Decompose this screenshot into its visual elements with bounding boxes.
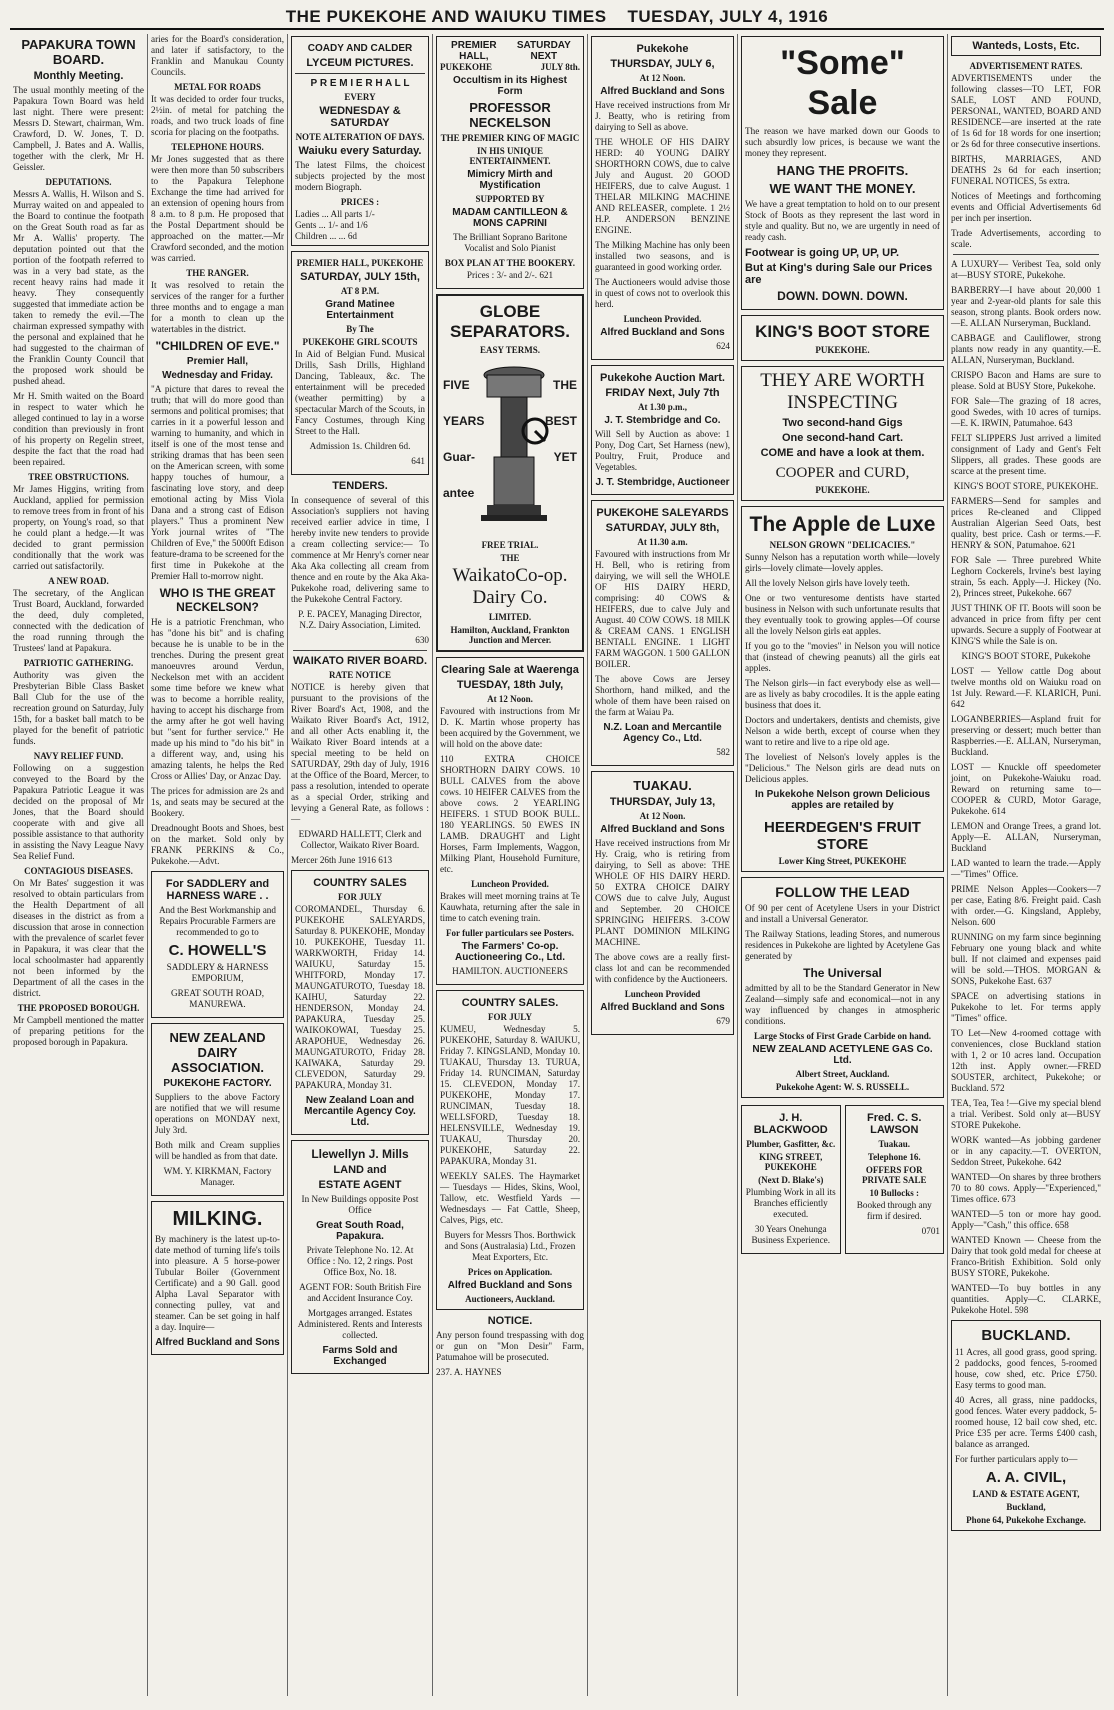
ad-llewellyn-mills xyxy=(291,1140,429,1374)
ad-some-sale xyxy=(741,36,944,310)
ad-subheading: PUKEKOHE FACTORY. xyxy=(163,1078,272,1089)
classified-ad: RUNNING on my farm since beginning February one young black and white bull. If not claimed and expenses paid will be sold.—THOS. MORGAN & SONS, Pukekohe East. 637 xyxy=(951,932,1101,986)
classified-ad: KING'S BOOT STORE, Pukekohe xyxy=(961,651,1091,661)
ad-heading: COADY AND CALDER xyxy=(307,43,413,54)
ad-tagline: Occultism in its Highest Form xyxy=(453,75,567,97)
ad-time: AT 8 P.M. xyxy=(340,286,380,296)
ad-text: Two second-hand Gigs xyxy=(782,417,903,429)
ad-text: The above cows are a really first-class lot and can be recommended with confidence by the Auctioneers. xyxy=(595,952,730,984)
ad-text: HAMILTON. AUCTIONEERS xyxy=(452,966,568,976)
ad-heading: LYCEUM PICTURES. xyxy=(306,57,414,69)
ad-time: At 12 Noon. xyxy=(639,811,686,821)
ad-text: In New Buildings opposite Post Office xyxy=(301,1194,419,1215)
ad-text: Auctioneers, Auckland. xyxy=(465,1294,555,1304)
headline-children-of-eve: "CHILDREN OF EVE." xyxy=(155,339,280,353)
ad-store-name: KING'S BOOT STORE xyxy=(755,322,930,341)
article-paragraph: The usual monthly meeting of the Papakura Town Board was held last night. There were present: Messrs D. Stewart, chairman, Wm. Crawford, D. W. Jones, T. D. Campbell, J. Bates and A. Wallis, together with the clerk, Mr H. Geissler. xyxy=(13,85,144,172)
classified-ad: FARMERS—Send for samples and prices Re-cleaned and Clipped Australian Algerian Seed Oats, best quality, best price. Cash or terms.—F. HENRY & SON, Patumahoe. 621 xyxy=(951,496,1101,550)
ad-heading: Pukekohe Auction Mart. xyxy=(600,372,725,384)
ad-town: Buckland, xyxy=(1006,1502,1046,1512)
ad-address: Hamilton, Auckland, Frankton Junction and Mercer. xyxy=(450,625,570,645)
ad-prices: Prices : 3/- and 2/-. 621 xyxy=(466,270,554,280)
ad-heading: "Some" Sale xyxy=(780,44,905,122)
ad-name: Fred. C. S. LAWSON xyxy=(867,1112,922,1136)
ad-date: FRIDAY Next, July 7th xyxy=(605,387,720,399)
ad-text: Will Sell by Auction as above: 1 Pony, Dog Cart, Set Harness (new), Poultry, Fruit, Produce and Vegetables. xyxy=(595,429,730,472)
ad-agent-name: A. A. CIVIL, xyxy=(985,1469,1067,1486)
ad-tagline: Mimicry Mirth and Mystification xyxy=(467,169,553,191)
ad-heading: Clearing Sale at Waerenga xyxy=(441,664,579,676)
ad-text: THE WHOLE OF HIS DAIRY HERD: 40 YOUNG DAIRY SHORTHORN COWS, due to calve July and August. 20 GOOD HEIFERS, due to calve August. 1 THELAR MILKING MACHINE AND RELEASER, complete. 1 2½ H.P. ANDERSON BENZINE ENGINE. xyxy=(595,137,730,235)
ad-text: Of 90 per cent of Acetylene Users in your District and install a Universal Generator. xyxy=(745,903,940,924)
article-paragraph: Following on a suggestion conveyed to the Board by the Papakura Patriotic League it was decided on the proposal of Mr Jones, that the Board should cooperate with and give all possible assistance to that authority in assisting the Navy League Navy Sea Relief Fund. xyxy=(13,763,144,861)
ad-slogan: WE WANT THE MONEY. xyxy=(769,181,916,196)
section-heading: METAL FOR ROADS xyxy=(174,82,261,92)
ad-text: The above Cows are Jersey Shorthorn, hand milked, and the whole of them have been raised on the farm at Waiau Pa. xyxy=(595,674,730,717)
ad-text: admitted by all to be the Standard Generator in New Zealand—simply safe and economical—not in any way influenced by changes in atmospheric conditions. xyxy=(745,983,940,1026)
ad-heading: COUNTRY SALES xyxy=(313,877,407,889)
ad-text: WEEKLY SALES. The Haymarket — Tuesdays — Hides, Skins, Wool, Tallow, etc. Westfield Yards — Wednesdays — Fat Cattle, Sheep, Calves, Pigs, etc. xyxy=(440,1171,580,1225)
section-heading: THE RANGER. xyxy=(186,268,249,278)
article-paragraph: Mr Campbell mentioned the matter of preparing petitions for the proposed borough in Papakura. xyxy=(13,1015,144,1047)
ad-text: But at King's during Sale our Prices are xyxy=(745,262,933,286)
ad-kings-boot-store xyxy=(741,315,944,361)
ad-product: The Universal xyxy=(803,966,882,980)
ad-girl-scouts-matinee xyxy=(291,251,429,475)
ad-text: antee xyxy=(443,486,475,500)
section-heading: NAVY RELIEF FUND. xyxy=(33,751,124,761)
ad-text: YEARS xyxy=(443,414,485,428)
ad-text: KUMEU, Wednesday 5. PUKEKOHE, Saturday 8. WAIUKU, Friday 7. KINGSLAND, Monday 10. TUAKAU, Thursday 13. TURUA, Friday 14. RUNCIMAN, Saturday 15. CLEVEDON, Monday 17. PUKEKOHE, Monday 17. RUNCIMAN, Tuesday 18. WELLSFORD, Tuesday 18. HELENSVILLE, Wednesday 19. TUAKAU, Thursday 20. PUKEKOHE, Saturday 22. PAPAKURA, Monday 31. xyxy=(440,1024,580,1166)
article-paragraph: "A picture that dares to reveal the truth; that will do more good than sermons and political promises; that carries in it a powerful lesson and warning to humanity, and which in itself is one of the most tense and striking dramas that has been seen on the American screen, with some happy touches of humour, a fascinating love story, and deep emotional acting by Miss Viola Dana and a strong cast of Edison players." Thus a prominent New York journal writes of "The Children of Eve," the 5000ft Edison feature-drama to be screened for the first time in Pukekohe at the Premier Hall to-morrow night. xyxy=(151,384,284,581)
ad-heading: P R E M I E R H A L L xyxy=(310,78,410,89)
headline-papakura-town-board: PAPAKURA TOWN BOARD. xyxy=(21,37,136,67)
section-heading: TELEPHONE HOURS. xyxy=(171,142,264,152)
ad-subheading: NELSON GROWN "DELICACIES." xyxy=(769,540,916,550)
article-paragraph: On Mr Bates' suggestion it was resolved to obtain particulars from the Health Department of all diseases in the district as from a discussion that arose in connection with the prevalence of scarlet fever in Papakura, it was clear that the local schoolmaster had apparently not been informed by the Department of all the cases in the district. xyxy=(13,878,144,998)
ad-address: Great South Road, Papakura. xyxy=(316,1220,404,1242)
ad-heading: Grand Matinee Entertainment xyxy=(325,299,395,321)
headline-waikato-river-board: WAIKATO RIVER BOARD. xyxy=(292,655,428,667)
ad-follow-the-lead xyxy=(741,877,944,1098)
section-heading: A NEW ROAD. xyxy=(48,576,109,586)
ad-milking xyxy=(151,1201,284,1355)
ad-signature: N.Z. Loan and Mercantile Agency Co., Ltd. xyxy=(603,722,722,744)
ad-text: If you go to the "movies" in Nelson you will notice that (instead of chewing peanuts) all the girls eat apples. xyxy=(745,641,940,673)
ad-company-name: COOPER and CURD, xyxy=(775,465,910,481)
classified-ad: WORK wanted—As jobbing gardener or in any capacity.—T. OVERTON, Seddon Street, Pukekohe. 642 xyxy=(951,1135,1101,1167)
ad-address: Albert Street, Auckland. xyxy=(795,1069,890,1079)
ad-text: OFFERS FOR PRIVATE SALE xyxy=(862,1165,927,1185)
ad-signature: Alfred Buckland and Sons xyxy=(155,1337,280,1348)
column-large-ads xyxy=(738,34,948,1696)
ad-time: At 12 Noon. xyxy=(639,73,686,83)
classified-ad: TEA, Tea, Tea !—Give my special blend a trial. Veribest. Sold only at—BUSY STORE Pukekohe. xyxy=(951,1098,1101,1130)
ad-date: SATURDAY NEXT xyxy=(516,40,571,62)
column-papakura-town-board xyxy=(10,34,148,1696)
ad-phone: Telephone 16. xyxy=(867,1152,921,1162)
classified-ad: TO Let—New 4-roomed cottage with conveniences, close Buckland station with 1, 2 or 10 acres land. Occupation 12th inst. Apply owner.—FRED SOUSTER, architect, Pukekohe; or Buckland. 572 xyxy=(951,1028,1101,1093)
ad-time: At 12 Noon. xyxy=(487,694,533,704)
ad-town: Tuakau. xyxy=(878,1139,910,1149)
article-paragraph: aries for the Board's consideration, and later if satisfactory, to the Franklin and Manukau County Councils. xyxy=(151,34,284,77)
ad-text: The reason we have marked down our Goods to such absurdly low prices, is because we want the money they represent. xyxy=(745,126,940,158)
headline-tenders: TENDERS. xyxy=(332,480,388,492)
ad-buckland-land xyxy=(951,1320,1101,1531)
ad-text: 30 Years Onehunga Business Experience. xyxy=(751,1224,831,1245)
ad-heading: THEY ARE WORTH INSPECTING xyxy=(760,370,925,413)
ad-phone: Phone 64, Pukekohe Exchange. xyxy=(966,1515,1086,1525)
price-line: Gents ... 1/- and 1/6 xyxy=(295,220,368,230)
ad-text: By machinery is the latest up-to-date method of turning life's toils into pleasure. A 5 horse-power Tubular Boiler (Government Certificate) and a 90 Gall. good Alpha Laval Separator with connecting pulley, vat and steamer. Can be set going in half a day. Inquire— xyxy=(155,1234,280,1332)
ad-country-sales-buckland xyxy=(436,990,584,1310)
classified-text: ADVERTISEMENTS under the following classes—TO LET, FOR SALE, LOST AND FOUND, PERSONAL, WANTED, BOARD AND RESIDENCE—are inserted at the rate of 1s 6d for 18 words for one insertion; or 2s 6d for three consecutive insertions. xyxy=(951,73,1101,149)
ad-text: AGENT FOR: South British Fire and Accident Insurance Coy. xyxy=(299,1282,421,1303)
ad-text: BOX PLAN AT THE BOOKERY. xyxy=(444,258,576,268)
ad-signature: Alfred Buckland and Sons xyxy=(447,1280,573,1291)
ad-heading: The Apple de Luxe xyxy=(749,513,936,536)
ad-text: 11 Acres, all good grass, good spring. 2 paddocks, good fences, 5-roomed house, cow shed, etc. Price £750. Easy terms to good man. xyxy=(955,1347,1097,1390)
ad-heading: BUCKLAND. xyxy=(981,1327,1071,1344)
price-line: Ladies ... All parts 1/- xyxy=(295,209,375,219)
ad-name: J. H. BLACKWOOD xyxy=(753,1112,828,1136)
cream-separator-illustration xyxy=(479,361,549,531)
ad-store-name: HEERDEGEN'S FRUIT STORE xyxy=(764,819,921,853)
classified-ad: PRIME Nelson Apples—Cookers—7 per case, Eating 8/6. Freight paid. Cash with order.—G. Kingsland, Appleby, Nelson. 600 xyxy=(951,884,1101,927)
ad-date: SATURDAY, JULY 15th, xyxy=(300,271,420,283)
classified-ad: LOST — Yellow cattle Dog about twelve months old on Waiuku road on 1st July. Reward.—F. KLARICH, Puni. 642 xyxy=(951,666,1101,709)
ad-address: GREAT SOUTH ROAD, MANUREWA. xyxy=(171,988,264,1009)
ad-nz-dairy-association xyxy=(151,1023,284,1196)
ad-text: One second-hand Cart. xyxy=(781,432,904,444)
ad-text: The Nelson girls—in fact everybody else as well—are as lively as baby crocodiles. It is the apple eating business that does it. xyxy=(745,678,940,710)
section-heading: THE PROPOSED BOROUGH. xyxy=(17,1003,140,1013)
classified-ad: WANTED—5 ton or more hay good. Apply—"Cash," this office. 658 xyxy=(951,1209,1101,1230)
masthead-date: TUESDAY, JULY 4, 1916 xyxy=(627,7,829,26)
ad-text: Plumbing Work in all its Branches efficiently executed. xyxy=(745,1187,836,1219)
section-heading: CONTAGIOUS DISEASES. xyxy=(24,866,133,876)
ad-company-name: NEW ZEALAND ACETYLENE GAS Co. Ltd. xyxy=(752,1044,933,1066)
ad-signature: Alfred Buckland and Sons xyxy=(600,1002,725,1013)
article-paragraph: Mr Jones suggested that as there were then more than 50 subscribers to the Papakura Telephone Exchange the time had arrived for an extension of opening hours from 8 a.m. to 8 p.m. He proposed that the Postal Department should be approached on the matter.—Mr Crawford seconded, and the motion was carried. xyxy=(151,154,284,263)
ad-text: EVERY xyxy=(344,92,376,102)
ad-text: THE xyxy=(500,553,520,563)
masthead xyxy=(10,6,1104,30)
ad-slogan: HANG THE PROFITS. xyxy=(776,163,909,178)
classified-text: BIRTHS, MARRIAGES, AND DEATHS 2s 6d for each insertion; FUNERAL NOTICES, 5s extra. xyxy=(951,154,1101,186)
ad-town: PUKEKOHE. xyxy=(815,345,870,355)
ad-text: FIVE xyxy=(443,378,470,392)
signature: 237. A. HAYNES xyxy=(436,1367,502,1377)
article-paragraph: Authority was given the Presbyterian Bible Class Basket Ball Club for the use of the recreation ground on Saturday, July 15th, for a basket ball match to be played for the benefit of patriotic funds. xyxy=(13,670,144,746)
ad-text: COME and have a look at them. xyxy=(760,447,925,459)
ad-text: Favoured with instructions from Mr D. K. Martin whose property has been acquired by the Government, we will hold on the above date: xyxy=(440,706,580,749)
section-heading: ADVERTISEMENT RATES. xyxy=(969,61,1083,71)
ad-time: At 1.30 p.m., xyxy=(638,402,687,412)
ad-heading: WEDNESDAY & SATURDAY xyxy=(319,105,401,129)
article-paragraph: He is a patriotic Frenchman, who has "done his bit" and is chafing because he is unable to be in the trenches. During the present great manoeuvres around Verdun, Neckelson met with an accident some time before we knew what was to become a horrible reality, having to accept his discharge from the army after he got well having but "sent for further service." He made up his mind to "do his bit" in a different way, and, using his amazing talents, he helps the Red Cross or Allies' Day, or Anzac Day. xyxy=(151,617,284,781)
ad-text: LIMITED. xyxy=(488,612,532,622)
section-heading: PATRIOTIC GATHERING. xyxy=(23,658,134,668)
classified-ad: JUST THINK OF IT. Boots will soon be advanced in price from fifty per cent upwards. Secure a supply of Footwear at KING'S while the Sale is on. xyxy=(951,603,1101,646)
ad-address: (Next D. Blake's) xyxy=(758,1175,824,1185)
classified-text: Notices of Meetings and forthcoming events and Official Advertisements 6d per inch per insertion. xyxy=(951,191,1101,223)
ad-number: 630 xyxy=(415,635,429,645)
classified-ad: FOR Sale—The grazing of 18 acres, good Swedes, with 10 acres of turnips.—E. K. IRWIN, Patumahoe. 643 xyxy=(951,396,1101,428)
ad-date: JULY 8th. xyxy=(540,62,580,72)
article-paragraph: In consequence of several of this Association's suppliers not having received earlier advice in time, I hereby invite new tenders to provide a cream collecting service:— To commence at Mr Henry's corner near Aka Aka collecting all cream from thence and en route by the Aka Aka-Pukekohe road, delivering same to the Pukekohe Central Factory. xyxy=(291,495,429,604)
ad-trade: Plumber, Gasfitter, &c. xyxy=(746,1139,836,1149)
ad-time: At 11.30 a.m. xyxy=(637,537,688,547)
ad-heading: LAND and xyxy=(333,1164,387,1176)
ad-tuakau-sale xyxy=(591,771,734,1035)
subhead-rate-notice: RATE NOTICE xyxy=(328,670,392,680)
ad-text: NOTE ALTERATION OF DAYS. xyxy=(295,132,425,142)
ad-date: SATURDAY, JULY 8th, xyxy=(605,522,720,534)
ad-heading: GLOBE SEPARATORS. xyxy=(450,302,570,341)
article-paragraph: The secretary, of the Anglican Trust Board, Auckland, forwarded the deed, duly completed, connected with the dedication of the road running through the Trustees' land at Papakura. xyxy=(13,588,144,653)
classified-ad: WANTED—To buy bottles in any quantities. Apply—C. CLARKE, Pukekohe Hotel. 598 xyxy=(951,1283,1101,1315)
subhead-monthly-meeting: Monthly Meeting. xyxy=(33,70,124,82)
ad-number: 582 xyxy=(716,747,730,757)
ad-text: Luncheon Provided xyxy=(624,989,701,999)
ad-text: 10 Bullocks : xyxy=(869,1188,919,1198)
ad-number: 679 xyxy=(716,1016,730,1026)
column-neckelson-separators xyxy=(433,34,588,1696)
ad-pukekohe-auction-mart xyxy=(591,365,734,495)
ad-town: PUKEKOHE xyxy=(440,62,493,72)
ad-text: Guar- xyxy=(443,450,476,464)
ad-agent: Pukekohe Agent: W. S. RUSSELL. xyxy=(775,1082,910,1092)
ad-text: Luncheon Provided. xyxy=(471,879,549,889)
column-classifieds xyxy=(948,34,1104,1696)
article-paragraph: Mr James Higgins, writing from Auckland, applied for permission to remove trees from in front of his property, on Young's road, so that he could plant a hedge.—It was decided to grant permission conditionally that the work was carried out satisfactorily. xyxy=(13,484,144,571)
ad-address: Lower King Street, PUKEKOHE xyxy=(778,856,907,866)
ad-number: 624 xyxy=(716,341,730,351)
ad-cooper-curd xyxy=(741,366,944,501)
classified-ad: WANTED—On shares by three brothers 70 to 80 cows. Apply—"Experienced," Times office. 673 xyxy=(951,1172,1101,1204)
ad-date: THURSDAY, July 13, xyxy=(609,796,716,808)
ad-blackwood-plumber xyxy=(741,1105,841,1254)
ad-heading: PROFESSOR NECKELSON xyxy=(469,100,551,130)
ad-text: Favoured with instructions from Mr H. Bell, who is retiring from dairying, we will sell the WHOLE OF HIS DAIRY HERD, comprising: 40 COWS & HEIFERS, due to calve July and August. 40 COW COWS. 18 MILK & CREAM CANS. 1 ENGLISH BENTALL ENGINE. 1 LIGHT FARM WAGGON. 1 500 GALLON BOILER. xyxy=(595,549,730,669)
ad-signature: The Farmers' Co-op. Auctioneering Co., Ltd. xyxy=(455,941,565,963)
ad-heading: NEW ZEALAND DAIRY ASSOCIATION. xyxy=(169,1030,266,1075)
ad-heading: TUAKAU. xyxy=(633,778,692,793)
ad-number: 0701 xyxy=(921,1226,940,1236)
ad-text: Large Stocks of First Grade Carbide on hand. xyxy=(753,1031,931,1041)
ad-text: In Aid of Belgian Fund. Musical Drills, Sash Drills, Highland Dancing, Tableaux, &c. The entertainment will be preceded (weather permitting) by a spectacular March of the Scouts, in Fancy Costumes, through King Street to the Hall. xyxy=(295,349,425,436)
ad-text: The Auctioneers would advise those in quest of cows not to overlook this herd. xyxy=(595,277,730,309)
classified-ad: BARBERRY—I have about 20,000 1 year and 2-year-old plants for sale this season, strong plants. Book orders now.—E. ALLAN Nurseryman, Buckland. xyxy=(951,285,1101,328)
article-paragraph: The prices for admission are 2s and 1s, and seats may be secured at the Bookery. xyxy=(151,786,284,818)
ad-lawson xyxy=(845,1105,945,1254)
classified-ad: FELT SLIPPERS Just arrived a limited consignment of Lady and Gent's Felt Slippers, all grades. These goods are scarce at the present time. xyxy=(951,433,1101,476)
ad-auctioneer: Alfred Buckland and Sons xyxy=(600,824,725,835)
subhead-premier-hall: Premier Hall, xyxy=(186,356,249,367)
ad-text: IN HIS UNIQUE ENTERTAINMENT. xyxy=(469,146,551,166)
ad-venue: PREMIER HALL, xyxy=(451,40,497,62)
ad-text: Footwear is going UP, UP, UP. xyxy=(745,247,900,259)
ad-subheading: THE PREMIER KING OF MAGIC xyxy=(440,133,580,143)
ad-text: COROMANDEL, Thursday 6. PUKEKOHE SALEYARDS, Saturday 8. PUKEKOHE, Monday 10. PUKEKOHE, Tuesday 11. WARKWORTH, Friday 14. WAIUKU, Saturday 15. WHITFORD, Monday 17. MAUNGATUROTO, Tuesday 18. KAIHU, Saturday 22. HENDERSON, Monday 24. PAPAKURA, Tuesday 25. WAIKOKOWAI, Tuesday 25. ARAPOHUE, Wednesday 26. MAUNGATUROTO, Friday 28. KAIWAKA, Saturday 29. CLEVEDON, Saturday 29. PAPAKURA, Monday 31. xyxy=(295,904,425,1090)
headline-great-neckelson: WHO IS THE GREAT NECKELSON? xyxy=(159,586,276,614)
ad-auctioneer: Alfred Buckland and Sons xyxy=(600,86,725,97)
ad-text: The Railway Stations, leading Stores, and numerous residences in Pukekohe are lighted by Acetylene Gas generated by xyxy=(745,929,940,961)
ad-text: By The xyxy=(346,324,374,334)
prices-heading: PRICES : xyxy=(340,197,380,207)
article-paragraph: Messrs A. Wallis, H. Wilson and S. Murray waited on and appealed to the Board to continue the footpath on the Great South road as far as Mr A. Wallis' property. The deputation pointed out that the portion of the footpath referred to was in a very bad state, as the recent heavy rains had made it heavy. They consequently suggested that immediate action be taken to remedy the evil.—The chairman expressed sympathy with the personal and explained that he had suggested to the chairman of the Franklin County Council that the proposed work should be pushed ahead. xyxy=(13,189,144,386)
ad-text: DOWN. DOWN. DOWN. xyxy=(777,289,908,303)
ad-pukekohe-dairy-herd-sale xyxy=(591,36,734,360)
ad-auctioneer: J. T. Stembridge and Co. xyxy=(604,415,721,426)
classified-ad: LOST — Knuckle off speedometer joint, on Pukekohe-Waiuku road. Reward on returning same to—COOPER & CURD, Motor Garage, Pukekohe. 614 xyxy=(951,762,1101,816)
ad-signature: WM. Y. KIRKMAN, Factory Manager. xyxy=(163,1166,272,1187)
ad-text: The Milking Machine has only been installed two seasons, and is guaranteed in good working order. xyxy=(595,240,730,272)
section-title: Wanteds, Losts, Etc. xyxy=(972,40,1080,52)
ad-text: Mortgages arranged. Estates Administered. Rents and Interests collected. xyxy=(297,1308,423,1340)
ad-text: Doctors and undertakers, dentists and chemists, give Nelson a wide berth, except of course when they want to retire and live to a ripe old age. xyxy=(745,715,940,747)
ad-text: Prices on Application. xyxy=(467,1267,553,1277)
headline-notice: NOTICE. xyxy=(487,1315,533,1327)
ad-text: Buyers for Messrs Thos. Borthwick and Sons (Australasia) Ltd., Frozen Meat Exporters, Etc. xyxy=(444,1230,576,1262)
advertorial: Dreadnought Boots and Shoes, best on the market. Sold only by FRANK PERKINS & Co., Pukekohe.—Advt. xyxy=(151,823,284,866)
article-paragraph: It was decided to order four trucks, 2½in. of metal for patching the roads, and two truck loads of fine scoria for placing on the footpaths. xyxy=(151,94,284,137)
ad-town: PUKEKOHE. xyxy=(815,485,870,495)
ad-signature: Alfred Buckland and Sons xyxy=(600,327,725,338)
ad-name: Llewellyn J. Mills xyxy=(311,1147,409,1161)
ad-text: THE xyxy=(553,378,577,392)
ad-globe-separators xyxy=(436,294,584,652)
price-line: Children ... ... 6d xyxy=(295,231,358,241)
ad-heading: PUKEKOHE GIRL SCOUTS xyxy=(302,337,418,347)
classified-ad: WANTED Known — Cheese from the Dairy that took gold medal for cheese at Franco-British Exhibition. Sold only BUSY STORE, Pukekohe. xyxy=(951,1235,1101,1278)
section-heading: DEPUTATIONS. xyxy=(45,177,112,187)
newspaper-page xyxy=(10,6,1104,1696)
column-council-notes xyxy=(148,34,288,1696)
ad-text: LAND & ESTATE AGENT, xyxy=(972,1489,1080,1499)
ad-professor-neckelson xyxy=(436,36,584,289)
article-paragraph: It was resolved to retain the services of the ranger for a further three months and to engage a man for a month to clean up the watertables in the district. xyxy=(151,280,284,334)
ad-heading: Farms Sold and Exchanged xyxy=(322,1345,398,1367)
article-paragraph: Mr H. Smith waited on the Board in respect to water which he alleged continued to lay in a worse condition than previously in front of his property on Regelin street, despite the fact that the road had been repaired. xyxy=(13,391,144,467)
column-entertainment xyxy=(288,34,433,1696)
classified-ad: A LUXURY— Veribest Tea, sold only at—BUSY STORE, Pukekohe. xyxy=(951,259,1101,280)
ad-text: In Pukekohe Nelson grown Delicious apples are retailed by xyxy=(754,789,931,811)
classified-ad: LEMON and Orange Trees, a grand lot. Apply—E. ALLAN, Nurseryman, Buckland xyxy=(951,821,1101,853)
ad-text: Admission 1s. Children 6d. xyxy=(309,441,411,451)
classified-text: Trade Advertisements, according to scale. xyxy=(951,228,1101,249)
classified-ad: CRISPO Bacon and Hams are sure to please. Sold at BUSY Store, Pukekohe. xyxy=(951,370,1101,391)
ad-heading: For SADDLERY and HARNESS WARE . . xyxy=(165,878,270,902)
ad-apple-de-luxe xyxy=(741,506,944,872)
ad-subheading: FOR JULY xyxy=(488,1012,532,1022)
ad-pukekohe-saleyards xyxy=(591,500,734,766)
ad-text: FREE TRIAL. xyxy=(481,540,539,550)
classifieds-header xyxy=(951,36,1101,56)
ad-text: Booked through any firm if desired. xyxy=(856,1200,932,1221)
classified-ad: LOGANBERRIES—Aspland fruit for preserving or dessert; much better than Raspberries.—E. ALLAN, Nurseryman, Buckland. xyxy=(951,714,1101,757)
ad-text: And the Best Workmanship and Repairs Procurable Farmers are recommended to go to xyxy=(159,905,276,937)
ad-text: Suppliers to the above Factory are notified that we will resume operations on MONDAY next, July 3rd. xyxy=(155,1092,280,1135)
ad-country-sales-nz-loan xyxy=(291,870,429,1135)
ad-text: Brakes will meet morning trains at Te Kauwhata, returning after the sale in time to catch evening train. xyxy=(440,891,580,923)
ad-date: THURSDAY, JULY 6, xyxy=(610,58,715,70)
ad-text: The loveliest of Nelson's lovely apples is the "Delicious." The Nelson girls are dead nuts on Delicious apples. xyxy=(745,752,940,784)
ad-text: All the lovely Nelson girls have lovely teeth. xyxy=(745,578,910,588)
ad-signature: New Zealand Loan and Mercantile Agency Coy. Ltd. xyxy=(304,1095,416,1128)
ad-howell-saddlery xyxy=(151,871,284,1018)
dateline: Mercer 26th June 1916 613 xyxy=(291,855,393,865)
ad-text: The latest Films, the choicest subjects projected by the most modern Biograph. xyxy=(295,160,425,192)
ad-text: We have a great temptation to hold on to our present Stock of Boots as they represent the last word in style and quality. But no, we are urgently in need of ready cash. xyxy=(745,199,940,242)
ad-heading: Pukekohe xyxy=(636,43,689,55)
classified-ad: LAD wanted to learn the trade.—Apply—"Times" Office. xyxy=(951,858,1101,879)
ad-heading: ESTATE AGENT xyxy=(318,1179,402,1191)
ad-text: Private Telephone No. 12. At Office : No. 12, 2 rings. Post Office Box, No. 18. xyxy=(306,1245,414,1277)
ad-number: 641 xyxy=(411,456,425,466)
ad-heading: COUNTRY SALES. xyxy=(461,997,559,1009)
signature: P. E. PACEY, Managing Director, N.Z. Dairy Association, Limited. xyxy=(298,609,422,630)
ad-text: For further particulars apply to— xyxy=(955,1454,1078,1464)
ad-text: Sunny Nelson has a reputation worth while—lovely girls—lovely climate—lovely apples. xyxy=(745,552,940,573)
ad-subheading: FOR JULY xyxy=(338,892,382,902)
ad-text: One or two venturesome dentists have started business in Nelson with such unfortunate results that they eventually took to growing apples—Of course all the lovely Nelson girls eat apples. xyxy=(745,593,940,636)
ad-clearing-sale-waerenga xyxy=(436,657,584,985)
section-heading: TREE OBSTRUCTIONS. xyxy=(28,472,129,482)
column-auction-sales xyxy=(588,34,738,1696)
ad-date: TUESDAY, 18th July, xyxy=(456,679,564,691)
signature: EDWARD HALLETT, Clerk and Collector, Waikato River Board. xyxy=(298,829,422,850)
ad-lyceum-pictures xyxy=(291,36,429,246)
classified-ad: KING'S BOOT STORE, PUKEKOHE. xyxy=(953,481,1099,491)
ad-heading: PREMIER HALL, PUKEKOHE xyxy=(296,258,424,268)
classified-ad: CABBAGE and Cauliflower, strong plants now ready in any quantity.—E. ALLAN, Nurseryman, Buckland. xyxy=(951,333,1101,365)
ad-text: Luncheon Provided. xyxy=(623,314,702,324)
ad-performers: MADAM CANTILLEON & MONS CAPRINI xyxy=(452,207,568,229)
ad-heading: PUKEKOHE SALEYARDS xyxy=(596,507,729,519)
ad-signature: J. T. Stembridge, Auctioneer xyxy=(595,477,730,488)
article-paragraph: Any person found trespassing with dog or gun on "Mon Desir" Farm, Patumahoe will be prosecuted. xyxy=(436,1330,584,1362)
subhead-wednesday-friday: Wednesday and Friday. xyxy=(162,370,273,381)
ad-text: Both milk and Cream supplies will be handled as from that date. xyxy=(155,1140,280,1161)
ad-text: For fuller particulars see Posters. xyxy=(446,928,574,938)
masthead-title: THE PUKEKOHE AND WAIUKU TIMES xyxy=(285,7,607,26)
ad-text: BEST xyxy=(544,414,577,428)
ad-heading: FOLLOW THE LEAD xyxy=(775,884,910,900)
ad-text: SUPPORTED BY xyxy=(475,194,545,204)
article-paragraph: NOTICE is hereby given that pursuant to the provisions of the River Board's Act, 1908, and the Waikato River Board's Act, 1912, and all other Acts enabling it, the Waikato River Board intends at a special meeting to be held on SATURDAY, 29th day of July, 1916 at the Office of the Board, Mercer, to pass a resolution, intended to operate as a special Order, striking and levying a General Rate, as follows :— xyxy=(291,682,429,824)
classified-ad: SPACE on advertising stations in Pukekohe to let. For terms apply "Times" office. xyxy=(951,991,1101,1023)
ad-name: C. HOWELL'S xyxy=(168,942,267,959)
ad-text: Have received instructions from Mr Hy. Craig, who is retiring from dairying, to Sell as above: THE WHOLE OF HIS DAIRY HERD. 50 EXTRA CHOICE DAIRY COWS due to calve July, August and September. 20 CHOICE SPRINGING HEIFERS. 3-COW PLANT DOMINION MILKING MACHINE. xyxy=(595,838,730,947)
ad-subheading: EASY TERMS. xyxy=(479,345,541,355)
ad-text: Have received instructions from Mr J. Beatty, who is retiring from dairying to Sell as above. xyxy=(595,100,730,132)
ad-address: KING STREET, PUKEKOHE xyxy=(759,1152,823,1172)
ad-heading: Waiuku every Saturday. xyxy=(298,145,422,157)
ad-text: YET xyxy=(553,450,577,464)
ad-text: SADDLERY & HARNESS EMPORIUM, xyxy=(166,962,269,983)
ad-text: The Brilliant Soprano Baritone Vocalist and Solo Pianist xyxy=(452,232,568,253)
ad-text: 110 EXTRA CHOICE SHORTHORN DAIRY COWS. 10 BULL CALVES from the above cows. 10 HEIFER CALVES from the above cows. 2 YEARLING HEIFERS. 1 STUD BOOK BULL. 180 YEARLINGS. 50 EWES IN LAMB. DRAUGHT and Light Horses, Farm Implements, Waggon, Milking Plant, Household Furniture, etc. xyxy=(440,754,580,874)
ad-company-name: WaikatoCo-op. Dairy Co. xyxy=(452,565,568,608)
ad-text: 40 Acres, all grass, nine paddocks, good fences. Water every paddock, 5-roomed house, 12 bail cow shed, etc. Price £35 per acre. Terms £400 cash, balance as arranged. xyxy=(955,1395,1097,1449)
classified-ad: FOR Sale — Three purebred White Leghorn Cockerels, Irvine's best laying strain, 5s each. Apply—J. Hickey (No. 2), Princes street, Pukekohe. 667 xyxy=(951,555,1101,598)
ad-heading: MILKING. xyxy=(172,1208,263,1230)
